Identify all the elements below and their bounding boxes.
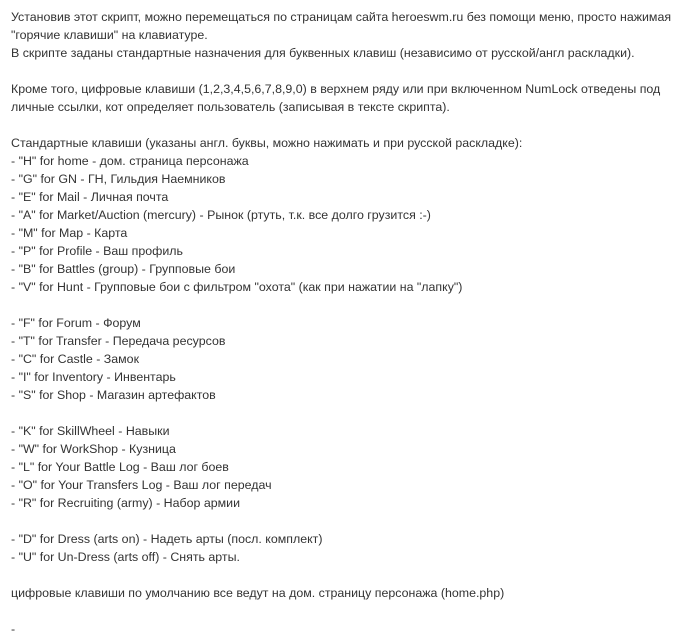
- intro-line-2: "горячие клавиши" на клавиатуре.: [11, 28, 208, 42]
- spacer: [11, 62, 683, 80]
- key-item-p: - "P" for Profile - Ваш профиль: [11, 244, 183, 258]
- key-item-s: - "S" for Shop - Магазин артефактов: [11, 388, 216, 402]
- key-item-w: - "W" for WorkShop - Кузница: [11, 442, 176, 456]
- spacer: [11, 404, 683, 422]
- key-item-g: - "G" for GN - ГН, Гильдия Наемников: [11, 172, 226, 186]
- key-item-d: - "D" for Dress (arts on) - Надеть арты (посл. комплект): [11, 532, 323, 546]
- key-item-c: - "C" for Castle - Замок: [11, 352, 139, 366]
- key-item-m: - "M" for Map - Карта: [11, 226, 128, 240]
- key-item-k: - "K" for SkillWheel - Навыки: [11, 424, 170, 438]
- numbers-note-line-1: Кроме того, цифровые клавиши (1,2,3,4,5,6,7,8,9,0) в верхнем ряду или при включенном NumLock отведены под: [11, 82, 661, 96]
- key-item-l: - "L" for Your Battle Log - Ваш лог боев: [11, 460, 229, 474]
- key-item-r: - "R" for Recruiting (army) - Набор армии: [11, 496, 240, 510]
- key-item-e: - "E" for Mail - Личная почта: [11, 190, 169, 204]
- key-item-o: - "O" for Your Transfers Log - Ваш лог передач: [11, 478, 272, 492]
- intro-line-1: Установив этот скрипт, можно перемещаться по страницам сайта heroeswm.ru без помощи меню, просто нажимая: [11, 10, 672, 24]
- spacer: [11, 296, 683, 314]
- key-item-t: - "T" for Transfer - Передача ресурсов: [11, 334, 226, 348]
- intro-line-3: В скрипте заданы стандартные назначения для буквенных клавиш (независимо от русской/англ раскладки).: [11, 46, 635, 60]
- spacer: [11, 512, 683, 530]
- footer-note: цифровые клавиши по умолчанию все ведут на дом. страницу персонажа (home.php): [11, 586, 505, 600]
- spacer: [11, 602, 683, 620]
- trailing-dash: -: [11, 622, 16, 636]
- spacer: [11, 566, 683, 584]
- keys-header: Стандартные клавиши (указаны англ. буквы, можно нажимать и при русской раскладке):: [11, 136, 523, 150]
- key-item-u: - "U" for Un-Dress (arts off) - Снять арты.: [11, 550, 240, 564]
- spacer: [11, 116, 683, 134]
- script-description: [11, 8, 683, 638]
- key-item-v: - "V" for Hunt - Групповые бои с фильтром "охота" (как при нажатии на "лапку"): [11, 280, 463, 294]
- key-item-b: - "B" for Battles (group) - Групповые бои: [11, 262, 236, 276]
- key-group-services: [11, 314, 683, 404]
- key-group-navigation: [11, 152, 683, 296]
- key-item-i: - "I" for Inventory - Инвентарь: [11, 370, 176, 384]
- key-group-logs: [11, 422, 683, 512]
- key-group-dress: [11, 530, 683, 566]
- key-item-f: - "F" for Forum - Форум: [11, 316, 141, 330]
- key-item-a: - "A" for Market/Auction (mercury) - Рынок (ртуть, т.к. все долго грузится :-): [11, 208, 431, 222]
- key-item-h: - "H" for home - дом. страница персонажа: [11, 154, 249, 168]
- numbers-note-line-2: личные ссылки, кот определяет пользователь (записывая в тексте скрипта).: [11, 100, 450, 114]
